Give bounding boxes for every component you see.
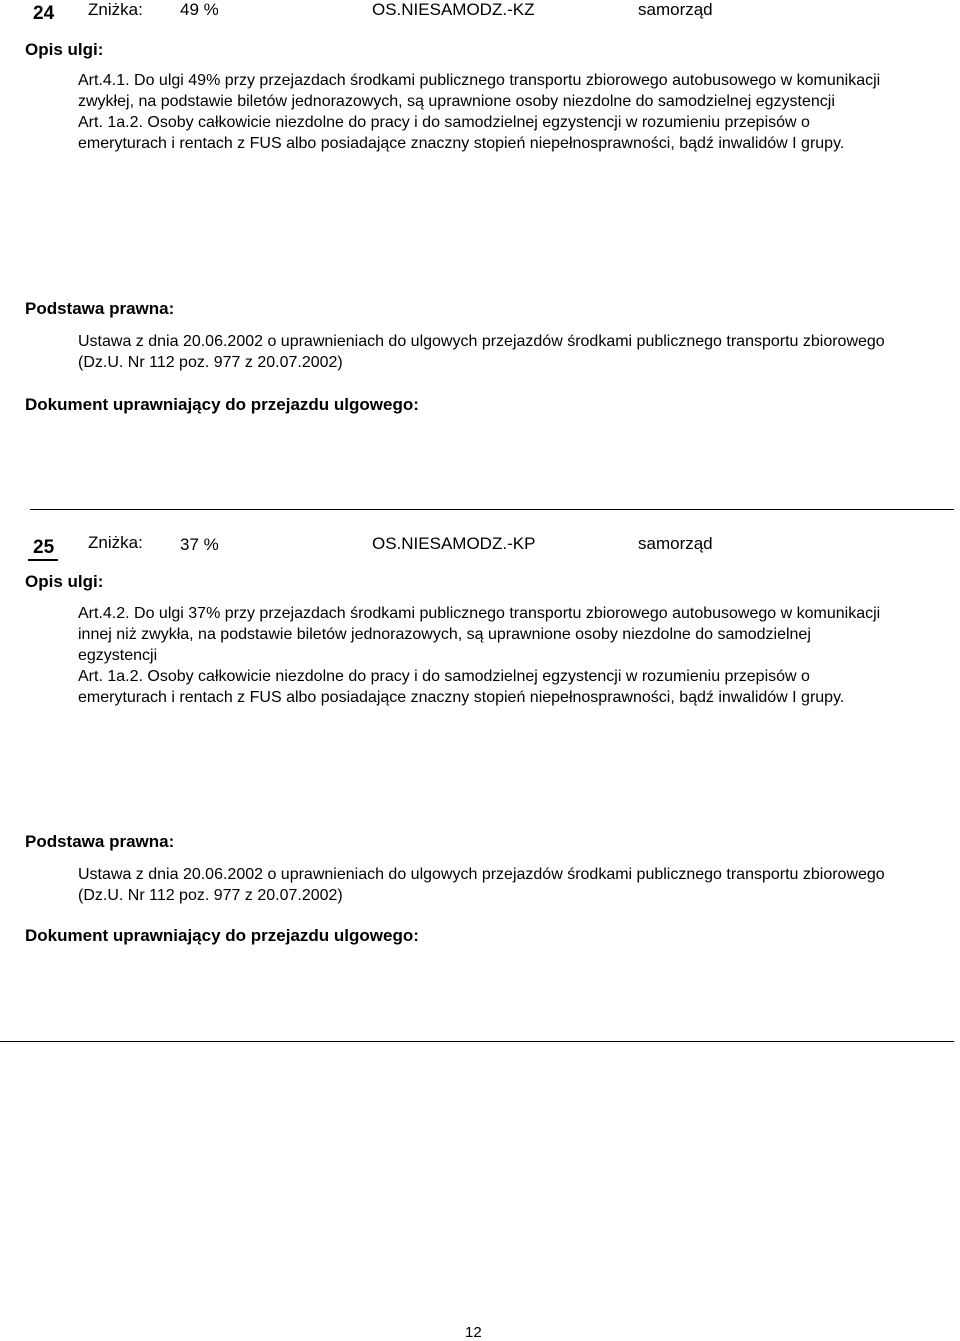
description-line: egzystencji [78, 647, 158, 664]
entry-number: 25 [33, 537, 55, 558]
issuer: samorząd [638, 534, 713, 553]
description-line: Art.4.2. Do ulgi 37% przy przejazdach środkami publicznego transportu zbiorowego autobusowego w komunikacji [78, 605, 881, 622]
discount-value: 49 % [180, 0, 219, 19]
discount-label: Zniżka: [88, 533, 143, 552]
relief-code: OS.NIESAMODZ.-KZ [372, 0, 535, 19]
description-line: Art. 1a.2. Osoby całkowicie niezdolne do pracy i do samodzielnej egzystencji w rozumieniu przepisów o [78, 668, 810, 685]
entry-number: 24 [33, 3, 55, 24]
description-line: zwykłej, na podstawie biletów jednorazowych, są uprawnione osoby niezdolne do samodzielnej egzystencji [78, 93, 835, 110]
description-label: Opis ulgi: [25, 40, 104, 59]
legal-basis-line: (Dz.U. Nr 112 poz. 977 z 20.07.2002) [78, 887, 343, 904]
section-divider [30, 509, 954, 510]
legal-basis-line: (Dz.U. Nr 112 poz. 977 z 20.07.2002) [78, 354, 343, 371]
description-line: Art. 1a.2. Osoby całkowicie niezdolne do pracy i do samodzielnej egzystencji w rozumieniu przepisów o [78, 114, 810, 131]
description-line: innej niż zwykła, na podstawie biletów jednorazowych, są uprawnione osoby niezdolne do samodzielnej [78, 626, 811, 643]
relief-code: OS.NIESAMODZ.-KP [372, 534, 536, 553]
description-line: emeryturach i rentach z FUS albo posiadające znaczny stopień niepełnosprawności, bądź inwalidów I grupy. [78, 135, 845, 152]
discount-label: Zniżka: [88, 0, 143, 19]
legal-basis-line: Ustawa z dnia 20.06.2002 o uprawnieniach do ulgowych przejazdów środkami publicznego transportu zbiorowego [78, 866, 885, 883]
description-line: emeryturach i rentach z FUS albo posiadające znaczny stopień niepełnosprawności, bądź inwalidów I grupy. [78, 689, 845, 706]
document-label: Dokument uprawniający do przejazdu ulgowego: [25, 926, 419, 945]
entry-number-underline [28, 559, 58, 561]
page-number: 12 [465, 1324, 482, 1341]
legal-basis-label: Podstawa prawna: [25, 299, 175, 318]
issuer: samorząd [638, 0, 713, 19]
legal-basis-text [78, 864, 885, 906]
legal-basis-text [78, 331, 885, 373]
legal-basis-line: Ustawa z dnia 20.06.2002 o uprawnieniach do ulgowych przejazdów środkami publicznego transportu zbiorowego [78, 333, 885, 350]
section-divider [0, 1041, 954, 1042]
description-line: Art.4.1. Do ulgi 49% przy przejazdach środkami publicznego transportu zbiorowego autobusowego w komunikacji [78, 72, 881, 89]
description-text [78, 603, 880, 708]
document-label: Dokument uprawniający do przejazdu ulgowego: [25, 395, 419, 414]
description-label: Opis ulgi: [25, 572, 104, 591]
discount-value: 37 % [180, 535, 219, 554]
description-text [78, 70, 880, 154]
legal-basis-label: Podstawa prawna: [25, 832, 175, 851]
